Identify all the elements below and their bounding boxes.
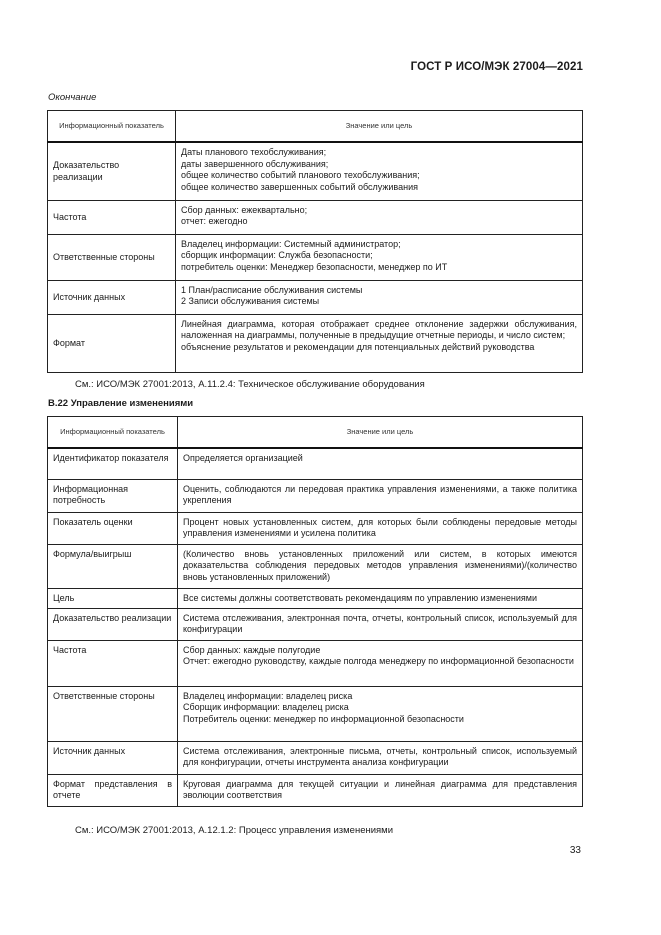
standard-header: ГОСТ Р ИСО/МЭК 27004—2021 (410, 61, 583, 73)
row-value: Сбор данных: каждые полугодие Отчет: ежегодно руководству, каждые полгода менеджеру по информационной безопасности (178, 640, 583, 686)
continuation-label: Окончание (48, 92, 97, 103)
row-value: Оценить, соблюдаются ли передовая практика управления изменениями, а также политика укрепления (178, 479, 583, 512)
row-label: Показатель оценки (48, 512, 178, 544)
table-header-row (48, 111, 583, 143)
col-indicator-header: Информационный показатель (48, 111, 176, 143)
page-number: 33 (569, 845, 581, 856)
table-row (48, 142, 583, 200)
row-value: Процент новых установленных систем, для которых были соблюдены передовые методы управления изменениями и усилена политика (178, 512, 583, 544)
table-row (48, 686, 583, 741)
reference-note: См.: ИСО/МЭК 27001:2013, А.11.2.4: Техническое обслуживание оборудования (75, 379, 425, 390)
row-value: Даты планового техобслуживания; даты завершенного обслуживания; общее количество событий планового техобслуживания; общее количество завершенных событий обслуживания (176, 142, 583, 200)
table-row (48, 448, 583, 479)
table-row (48, 544, 583, 588)
table-row (48, 588, 583, 608)
row-label: Формат представления в отчете (48, 774, 178, 806)
row-value: (Количество вновь установленных приложений или систем, в которых имеются доказательства соблюдения передовых методов управления изменениями)/(количество вновь установленных приложений) (178, 544, 583, 588)
row-label: Цель (48, 588, 178, 608)
table-header-row (48, 417, 583, 449)
row-value: Система отслеживания, электронные письма, отчеты, контрольный список, используемый для конфигурации, отчеты инструмента анализа конфигурации (178, 741, 583, 774)
table-row (48, 608, 583, 640)
table-row (48, 512, 583, 544)
row-label: Источник данных (48, 280, 176, 314)
table-row (48, 234, 583, 280)
maintenance-table (47, 110, 583, 373)
section-title: B.22 Управление изменениями (48, 398, 194, 409)
row-value: Все системы должны соответствовать рекомендациям по управлению изменениями (178, 588, 583, 608)
row-label: Ответственные стороны (48, 686, 178, 741)
change-management-table (47, 416, 583, 807)
row-label: Ответственные стороны (48, 234, 176, 280)
reference-note: См.: ИСО/МЭК 27001:2013, А.12.1.2: Процесс управления изменениями (75, 825, 394, 836)
table-row (48, 200, 583, 234)
row-value: 1 План/расписание обслуживания системы 2 Записи обслуживания системы (176, 280, 583, 314)
table-row (48, 280, 583, 314)
col-value-header: Значение или цель (176, 111, 583, 143)
row-label: Частота (48, 640, 178, 686)
table-row (48, 640, 583, 686)
row-label: Частота (48, 200, 176, 234)
row-value: Система отслеживания, электронная почта, отчеты, контрольный список, используемый для конфигурации (178, 608, 583, 640)
col-value-header: Значение или цель (178, 417, 583, 449)
row-label: Формат (48, 314, 176, 372)
table-row (48, 774, 583, 806)
row-value: Владелец информации: Системный администратор; сборщик информации: Служба безопасности; потребитель оценки: Менеджер безопасности, менеджер по ИТ (176, 234, 583, 280)
row-value: Линейная диаграмма, которая отображает среднее отклонение задержки обслуживания, наложенная на диаграммы, полученные в предыдущие отчетные периоды, и число систем; объяснение результатов и рекомендации для потенциальных действий руководства (176, 314, 583, 372)
row-label: Доказательство реализации (48, 142, 176, 200)
row-value: Круговая диаграмма для текущей ситуации и линейная диаграмма для представления эволюции соответствия (178, 774, 583, 806)
row-label: Источник данных (48, 741, 178, 774)
table-row (48, 314, 583, 372)
row-value: Сбор данных: ежеквартально; отчет: ежегодно (176, 200, 583, 234)
table-row (48, 741, 583, 774)
table-row (48, 479, 583, 512)
row-label: Формула/выигрыш (48, 544, 178, 588)
row-value: Определяется организацией (178, 448, 583, 479)
row-value: Владелец информации: владелец риска Сборщик информации: владелец риска Потребитель оценки: менеджер по информационной безопасности (178, 686, 583, 741)
row-label: Идентификатор показателя (48, 448, 178, 479)
row-label: Информационная потребность (48, 479, 178, 512)
col-indicator-header: Информационный показатель (48, 417, 178, 449)
row-label: Доказательство реализации (48, 608, 178, 640)
